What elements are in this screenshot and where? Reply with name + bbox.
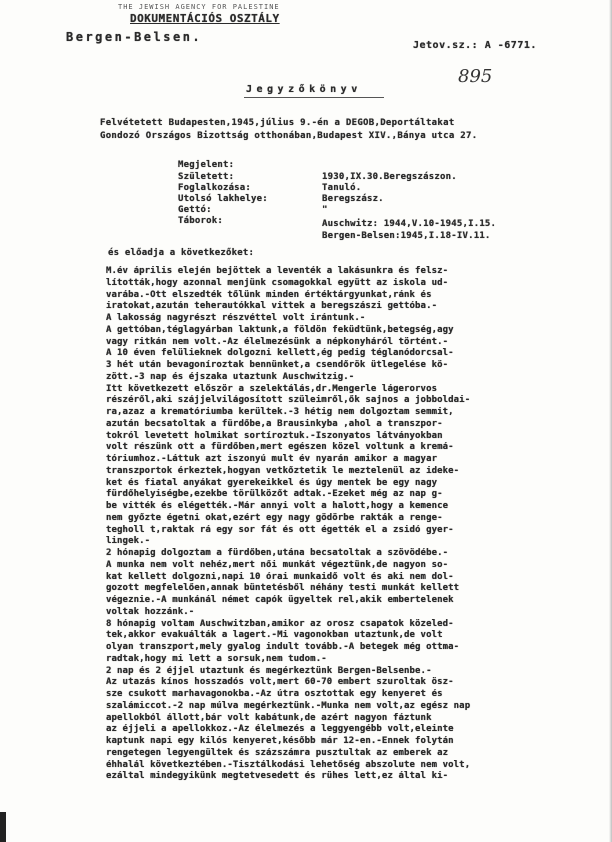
- testimony-line: kaptunk napi egy kilós kenyeret,később már 12-en.-Ennek folytán: [106, 736, 454, 746]
- testimony-line: 2 hónapig dolgoztam a fürdőben,utána becsatoltak a szövödébe.-: [106, 548, 449, 558]
- testimony-line: 2 nap és 2 éjjel utaztunk és megérkeztünk Bergen-Belsenbe.-: [106, 665, 432, 676]
- meta-label: Utolsó lakhelye:: [178, 194, 268, 204]
- testimony-line: az éjjeli a apellokkoz.-Az élelmezés a leggyengébb volt,eleinte: [106, 724, 454, 735]
- testimony-line: M.év április elején bejöttek a leventék a lakásunkra és felsz-: [106, 266, 449, 276]
- testimony-line: radtak,hogy mi lett a sorsuk,nem tudom.-: [106, 653, 327, 664]
- testimony-line: nem győzte égetni okat,ezért egy nagy gödörbe rakták a renge-: [106, 512, 443, 523]
- testimony-line: A gettóban,téglagyárban laktunk,a földön feküdtünk,betegség,agy: [106, 324, 454, 335]
- testimony-line: zött.-3 nap és éjszaka utaztunk Auschwitzig.-: [106, 371, 355, 382]
- testimony-line: be vitték és elégették.-Már annyi volt a halott,hogy a kemence: [106, 501, 449, 511]
- testimony-line: végeznie.-A munkánál német capók ügyeltek rel,akik embertelenek: [106, 595, 454, 605]
- document-title: Jegyzőkönyv: [246, 84, 362, 95]
- testimony-line: apellokból állott,bár volt kabátunk,de azért nagyon fáztunk: [106, 712, 432, 723]
- testimony-line: azután becsatoltak a fürdőbe,a Brausinkyba ,ahol a transzpor-: [106, 418, 443, 429]
- testimony-line: rengetegen legyengültek és százszámra pusztultak az emberek az: [106, 747, 449, 758]
- meta-value: 1930,IX.30.Beregszászon.: [322, 172, 457, 182]
- testimony-line: lingek.-: [106, 536, 151, 547]
- meta-value: ": [322, 205, 328, 215]
- testimony-line: Az utazás kínos hosszadós volt,mert 60-70 embert szuroltak ösz-: [106, 677, 454, 688]
- meta-value: Auschwitz: 1944,V.10-1945,I.15.: [322, 219, 497, 229]
- testimony-line: iratokat,azután teherautókkal vittek a beregszászi gettóba.-: [106, 301, 438, 312]
- testimony-line: sze csukott marhavagonokba.-Az útra osztottak egy kenyeret és: [106, 689, 443, 699]
- testimony-line: gozott megfelelően,annak büntetésből néhány testi munkát kellett: [106, 583, 460, 594]
- testimony-line: kat kellett dolgozni,napi 10 órai munkaidő volt és aki nem dol-: [106, 571, 454, 582]
- meta-label: Táborok:: [178, 216, 223, 226]
- testimony-line: ra,azaz a krematóriumba kerültek.-3 hétig nem dolgoztam semmit,: [106, 407, 454, 417]
- testimony-line: volt részünk ott a fürdőben,mert egészen közel voltunk a kremá-: [106, 442, 454, 453]
- testimony-line: olyan transzport,mely gyalog indult tovább.-A betegek még ottma-: [106, 642, 460, 652]
- meta-value: Tanuló.: [322, 183, 362, 193]
- department-header: DOKUMENTÁCIÓS OSZTÁLY: [130, 12, 280, 25]
- statement-lead: és előadja a következőket:: [108, 248, 255, 258]
- handwritten-number: 895: [458, 66, 493, 87]
- title-underline: [244, 97, 384, 98]
- agency-header: THE JEWISH AGENCY FOR PALESTINE: [118, 3, 280, 11]
- meta-label: Megjelent:: [178, 160, 235, 170]
- testimony-line: tóriumhoz.-Láttuk azt iszonyú mult év nyarán amikor a magyar: [106, 454, 438, 464]
- intro-line: Gondozó Országos Bizottság otthonában,Budapest XIV.,Bánya utca 27.: [100, 131, 478, 141]
- testimony-line: tokról levetett holmikat sortíroztuk.-Iszonyatos látványokban: [106, 430, 443, 441]
- testimony-line: A lakosság nagyrészt részvéttel volt irántunk.-: [106, 313, 366, 323]
- meta-value: Beregszász.: [322, 194, 384, 204]
- testimony-line: szalámiccot.-2 nap múlva megérkeztünk.-Munka nem volt,az egész nap: [106, 700, 471, 711]
- scan-edge-mark: [0, 812, 6, 842]
- testimony-body: [106, 266, 576, 783]
- meta-value: Bergen-Belsen:1945,I.18-IV.11.: [322, 231, 491, 241]
- testimony-line: tek,akkor evakuálták a lagert.-Mi vagonokban utaztunk,de volt: [106, 630, 443, 641]
- testimony-line: éhhalál következtében.-Tisztálkodási lehetőség abszolute nem volt,: [106, 759, 471, 770]
- testimony-line: varába.-Ott elszedték tőlünk minden értéktárgyunkat,ránk és: [106, 289, 432, 300]
- testimony-line: részéről,aki szájjelvilágosított szüleimről,ők sajnos a jobboldai-: [106, 395, 471, 406]
- testimony-line: transzportok érkeztek,hogyan vetkőztetik le meztelenül az ideke-: [106, 465, 460, 476]
- testimony-line: ezáltal mindegyikünk megtetvesedett és rühes lett,ez által ki-: [106, 771, 449, 782]
- testimony-line: 8 hónapig voltam Auschwitzban,amikor az orosz csapatok közeled-: [106, 618, 454, 629]
- testimony-line: tegholl t,raktak rá egy sor fát és ott égették el a zsidó gyer-: [106, 524, 454, 535]
- testimony-line: voltak hozzánk.-: [106, 606, 195, 617]
- intro-line: Felvétetett Budapesten,1945,július 9.-én a DEGOB,Deportáltakat: [100, 118, 455, 128]
- testimony-line: ket és fiatal anyákat gyerekeikkel és úgy mentek be egy nagy: [106, 477, 438, 488]
- meta-label: Gettó:: [178, 205, 212, 215]
- testimony-line: 3 hét után bevagoníroztak bennünket,a csendőrök ütlegelése kö-: [106, 360, 449, 370]
- testimony-line: Itt következett először a szelektálás,dr.Mengerle lágerorvos: [106, 383, 438, 394]
- testimony-line: lították,hogy azonnal menjünk csomagokkal együtt az iskola ud-: [106, 277, 449, 288]
- testimony-line: A munka nem volt nehéz,mert női munkát végeztünk,de nagyon so-: [106, 559, 449, 570]
- meta-label: Foglalkozása:: [178, 183, 252, 193]
- protocol-number: Jetov.sz.: A -6771.: [413, 40, 537, 51]
- testimony-line: vagy ritkán nem volt.-Az élelmezésünk a népkonyháról történt.-: [106, 336, 449, 347]
- camp-heading: Bergen-Belsen.: [66, 30, 203, 44]
- testimony-line: A 10 éven felülieknek dolgozni kellett,ég pedig téglanódorcsal-: [106, 348, 454, 359]
- testimony-line: fürdőhelyiségbe,ezekbe törülközőt adtak.-Ezeket még az nap g-: [106, 489, 443, 500]
- meta-label: Született:: [178, 172, 235, 182]
